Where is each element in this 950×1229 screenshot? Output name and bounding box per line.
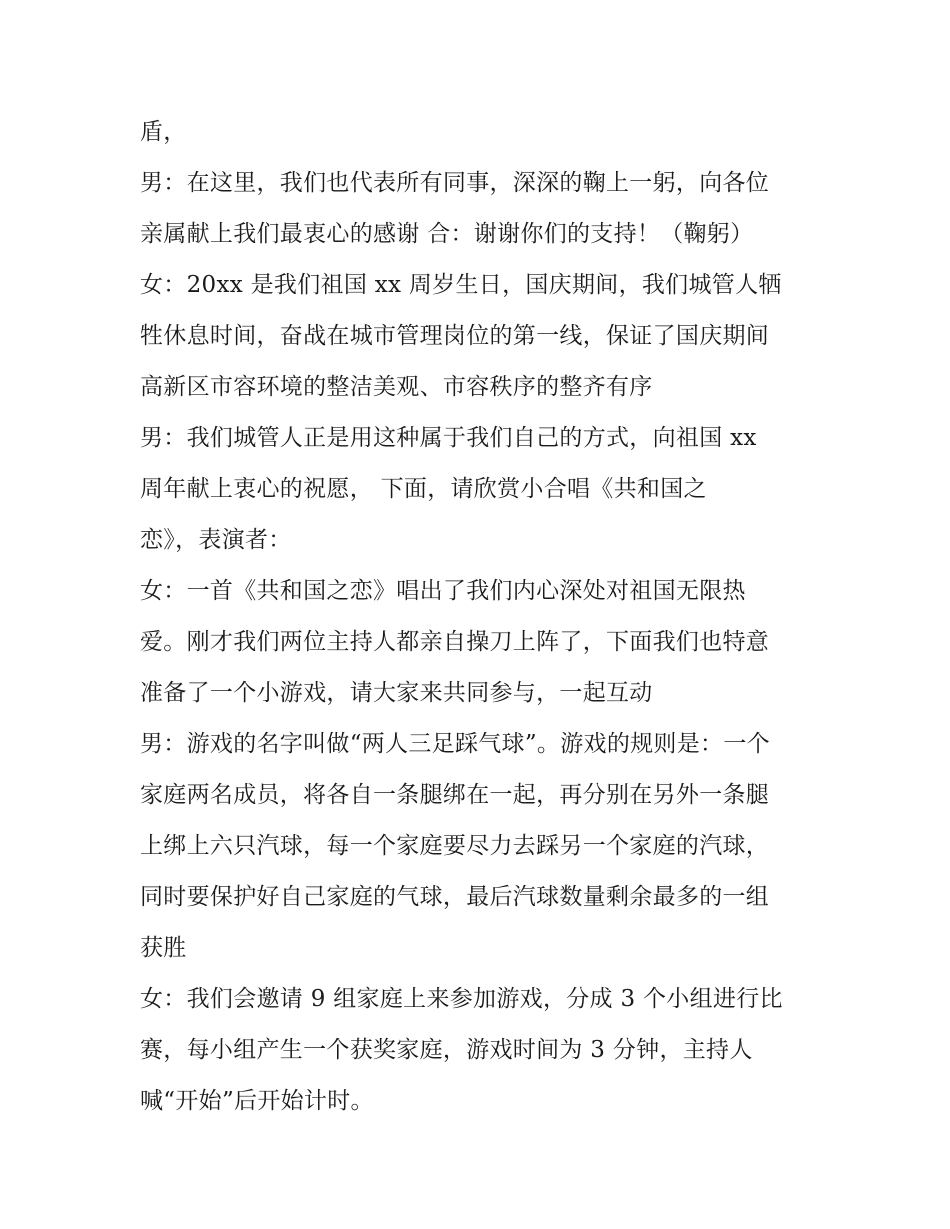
text-line: 盾，: [140, 119, 187, 145]
text-line: 周年献上衷心的祝愿， 下面，请欣赏小合唱《共和国之: [140, 476, 707, 502]
text-line: 家庭两名成员，将各自一条腿绑在一起，再分别在另外一条腿: [140, 782, 770, 808]
text-line: 男：我们城管人正是用这种属于我们自己的方式，向祖国 xx: [140, 425, 757, 451]
text-line: 高新区市容环境的整洁美观、市容秩序的整齐有序: [140, 374, 653, 400]
text-line: 恋》，表演者：: [140, 527, 292, 553]
document-body: [140, 107, 820, 1127]
text-line: 爱。刚才我们两位主持人都亲自操刀上阵了，下面我们也特意: [140, 629, 770, 655]
text-line: 亲属献上我们最衷心的感谢 合：谢谢你们的支持！（鞠躬）: [140, 221, 754, 247]
text-line: 喊“开始”后开始计时。: [140, 1088, 374, 1114]
text-line: 女：20xx 是我们祖国 xx 周岁生日，国庆期间，我们城管人牺: [140, 272, 782, 298]
text-line: 女：我们会邀请 9 组家庭上来参加游戏，分成 3 个小组进行比: [140, 986, 783, 1012]
text-line: 男：游戏的名字叫做“两人三足踩气球”。游戏的规则是：一个: [140, 731, 770, 757]
text-line: 准备了一个小游戏，请大家来共同参与，一起互动: [140, 680, 653, 706]
text-line: 上绑上六只汽球，每一个家庭要尽力去踩另一个家庭的汽球，: [140, 833, 770, 859]
text-line: 牲休息时间，奋战在城市管理岗位的第一线，保证了国庆期间: [140, 323, 770, 349]
text-line: 赛，每小组产生一个获奖家庭，游戏时间为 3 分钟，主持人: [140, 1037, 753, 1063]
text-line: 男：在这里，我们也代表所有同事，深深的鞠上一躬，向各位: [140, 170, 770, 196]
text-line: 同时要保护好自己家庭的气球，最后汽球数量剩余最多的一组: [140, 884, 770, 910]
text-line: 获胜: [140, 935, 187, 961]
text-line: 女：一首《共和国之恋》唱出了我们内心深处对祖国无限热: [140, 578, 746, 604]
